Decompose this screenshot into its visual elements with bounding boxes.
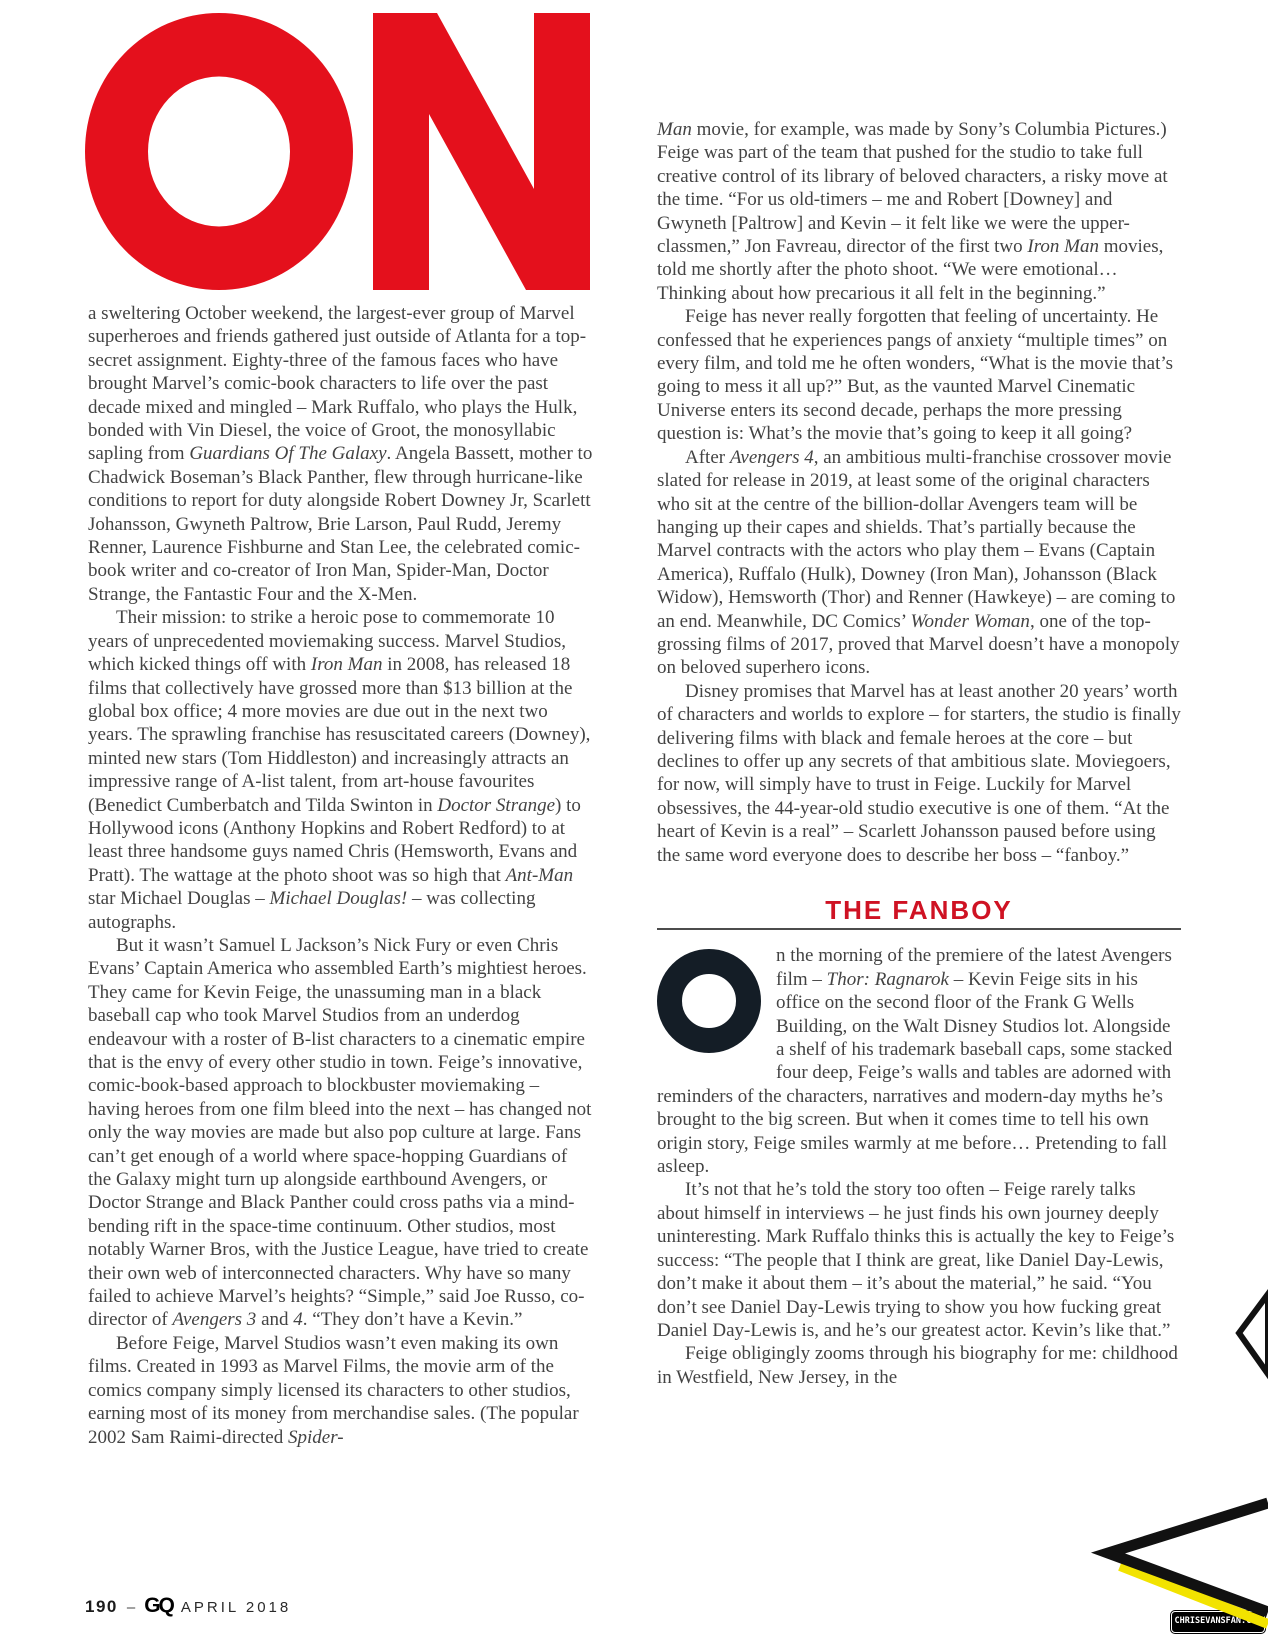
- body-paragraph: After Avengers 4, an ambitious multi-franchise crossover movie slated for release in 2019, at least some of the original characters who sit at the centre of the billion-dollar Avengers team will be hanging up their capes and shields. That’s partially because the Marvel contracts with the actors who play them – Evans (Captain America), Ruffalo (Hulk), Downey (Iron Man), Johansson (Black Widow), Hemsworth (Thor) and Renner (Hawkeye) – are coming to an end. Meanwhile, DC Comics’ Wonder Woman, one of the top-grossing films of 2017, proved that Marvel doesn’t have a monopoly on beloved superhero icons.: [657, 446, 1180, 679]
- body-paragraph: Before Feige, Marvel Studios wasn’t even making its own films. Created in 1993 as Marvel Films, the movie arm of the comics company simply licensed its characters to other studios, earning most of its money from merchandise sales. (The popular 2002 Sam Raimi-directed Spider-: [88, 1332, 579, 1448]
- body-paragraph: Disney promises that Marvel has at least another 20 years’ worth of characters and worlds to explore – for starters, the studio is finally delivering films with black and female heroes at the core – but declines to offer up any secrets of that ambitious slate. Moviegoers, for now, will simply have to trust in Feige. Luckily for Marvel obsessives, the 44-year-old studio executive is one of them. “At the heart of Kevin is a real” – Scarlett Johansson paused before using the same word everyone does to describe her boss – “fanboy.”: [657, 680, 1181, 866]
- lead-word-on: [85, 13, 590, 290]
- left-column: [88, 302, 593, 1449]
- page-number: 190: [85, 1597, 118, 1616]
- page-footer: [85, 1594, 291, 1616]
- section-rule: [657, 928, 1181, 930]
- letter-n: [373, 13, 590, 290]
- body-paragraph: Feige obligingly zooms through his biography for me: childhood in Westfield, New Jersey, in the: [657, 1343, 1178, 1388]
- body-paragraph: Man movie, for example, was made by Sony’s Columbia Pictures.) Feige was part of the team that pushed for the studio to take full creative control of its library of beloved characters, a risky move at the time. “For us old-timers – me and Robert [Downey] and Gwyneth [Paltrow] and Kevin – it felt like we were the upper-classmen,” Jon Favreau, director of the first two Iron Man movies, told me shortly after the photo shoot. “We were emotional… Thinking about how precarious it all felt in the beginning.”: [657, 119, 1168, 304]
- black-chevron: [1108, 1503, 1268, 1612]
- footer-issue-date: APRIL 2018: [180, 1599, 292, 1616]
- body-paragraph: Their mission: to strike a heroic pose to commemorate 10 years of unprecedented moviemaking success. Marvel Studios, which kicked things off with Iron Man in 2008, has released 18 films that collectively have grossed more than $13 billion at the global box office; 4 more movies are due out in the next two years. The sprawling franchise has resuscitated careers (Downey), minted new stars (Tom Hiddleston) and increasingly attracts an impressive range of A-list talent, from art-house favourites (Benedict Cumberbatch and Tilda Swinton in Doctor Strange) to Hollywood icons (Anthony Hopkins and Robert Redford) to at least three handsome guys named Chris (Hemsworth, Evans and Pratt). The wattage at the photo shoot was so high that Ant-Man star Michael Douglas – Michael Douglas! – was collecting autographs.: [88, 607, 591, 933]
- footer-separator: –: [126, 1599, 136, 1616]
- body-paragraph: [657, 944, 1181, 1178]
- watermark-label: CHRISEVANSFAN.COM: [1174, 1616, 1262, 1626]
- body-paragraph: But it wasn’t Samuel L Jackson’s Nick Fury or even Chris Evans’ Captain America who assembled Earth’s mightiest heroes. They came for Kevin Feige, the unassuming man in a black baseball cap who took Marvel Studios from an underdog endeavour with a roster of B-list characters to a cinematic empire that is the envy of every other studio in town. Feige’s innovative, comic-book-based approach to blockbuster moviemaking – having heroes from one film bleed into the next – has changed not only the way movies are made but also pop culture at large. Fans can’t get enough of a world where space-hopping Guardians of the Galaxy might turn up alongside earthbound Avengers, or Doctor Strange and Black Panther could cross paths via a mind-bending rift in the space-time continuum. Other studios, most notably Warner Bros, with the Justice League, have tried to create their own web of interconnected characters. Why have so many failed to achieve Marvel’s heights? “Simple,” said Joe Russo, co-director of Avengers 3 and 4. “They don’t have a Kevin.”: [88, 934, 592, 1331]
- drop-cap-o: [657, 949, 761, 1053]
- body-paragraph: a sweltering October weekend, the largest-ever group of Marvel superheroes and friends gathered just outside of Atlanta for a top-secret assignment. Eighty-three of the famous faces who have brought Marvel’s comic-book characters to life over the past decade mixed and mingled – Mark Ruffalo, who plays the Hulk, bonded with Vin Diesel, the voice of Groot, the monosyllabic sapling from Guardians Of The Galaxy. Angela Bassett, mother to Chadwick Boseman’s Black Panther, flew through hurricane-like conditions to report for duty alongside Robert Downey Jr, Scarlett Johansson, Gwyneth Paltrow, Brie Larson, Paul Rudd, Jeremy Renner, Laurence Fishburne and Stan Lee, the celebrated comic-book writer and co-creator of Iron Man, Spider-Man, Doctor Strange, the Fantastic Four and the X-Men.: [88, 303, 593, 605]
- drop-cap-paragraph-text: n the morning of the premiere of the latest Avengers film – Thor: Ragnarok – Kevin Feige sits in his office on the second floor of the Frank G Wells Building, on the Walt Disney Studios lot. Alongside a shelf of his trademark baseball caps, some stacked four deep, Feige’s walls and tables are adorned with reminders of the characters, narratives and modern-day myths he’s brought to the big screen. But when it comes time to tell his own origin story, Feige smiles warmly at me before… Pretending to fall asleep.: [657, 945, 1173, 1178]
- body-paragraph: It’s not that he’s told the story too often – Feige rarely talks about himself in interviews – he just finds his own journey deeply uninteresting. Mark Ruffalo thinks this is actually the key to Feige’s success: “The people that I think are great, like Daniel Day-Lewis, don’t make it about them – it’s about the material,” he said. “You don’t see Daniel Day-Lewis trying to show you how fucking great Daniel Day-Lewis is, and he’s our greatest actor. Kevin’s like that.”: [657, 1179, 1175, 1341]
- star-point-outline: [1239, 1294, 1268, 1374]
- letter-o-counter: [148, 77, 290, 227]
- lead-word-graphic: [85, 13, 590, 290]
- watermark-badge: [1171, 1611, 1265, 1633]
- right-column: [657, 118, 1181, 1389]
- gq-logo: GQ: [144, 1594, 173, 1617]
- body-paragraph: Feige has never really forgotten that feeling of uncertainty. He confessed that he experiences pangs of anxiety “multiple times” on every film, and told me he often wonders, “What is the movie that’s going to mess it all up?” But, as the vaunted Marvel Cinematic Universe enters its second decade, perhaps the more pressing question is: What’s the movie that’s going to keep it all going?: [657, 306, 1174, 445]
- section-heading: THE FANBOY: [825, 895, 1013, 925]
